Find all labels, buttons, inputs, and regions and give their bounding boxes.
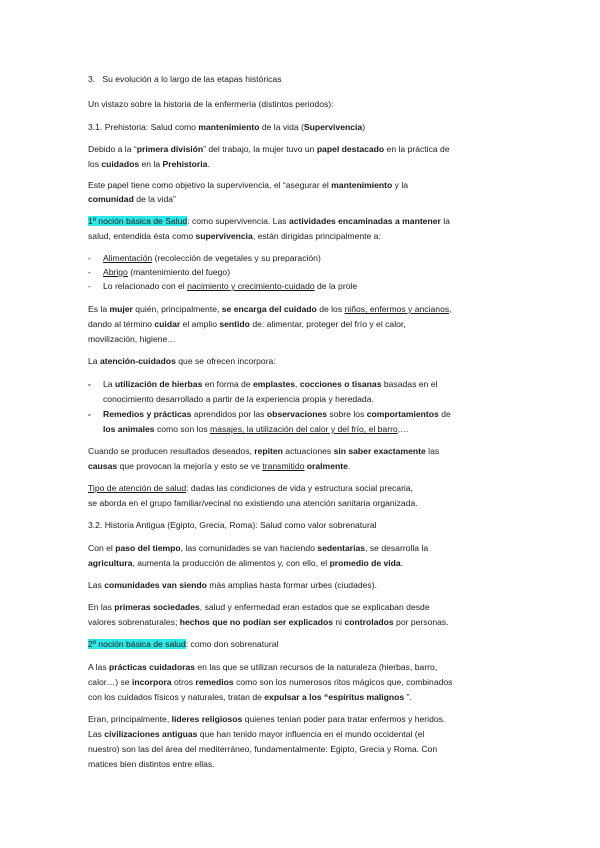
heading-text: Su evolución a lo largo de las etapas históricas xyxy=(102,74,282,84)
highlight-nocion-2: 2º noción básica de salud xyxy=(88,639,186,649)
section-heading xyxy=(88,72,510,87)
nocion-2-paragraph: 2º noción básica de salud: como don sobrenatural xyxy=(88,639,279,649)
subheading-3-2: 3.2. Historia Antigua (Egipto, Grecia, Roma): Salud como valor sobrenatural xyxy=(88,520,377,530)
intro-line: Un vistazo sobre la historia de la enfermería (distintos periodos): xyxy=(88,99,334,109)
highlight-nocion-1: 1º noción básica de Salud xyxy=(88,216,188,226)
paragraph-atencion-cuidados: La atención-cuidados que se ofrecen incorpora: xyxy=(88,356,276,366)
paragraph-comunidades: Las comunidades van siendo más amplias hasta formar urbes (ciudades). xyxy=(88,580,377,590)
heading-number: 3. xyxy=(88,74,96,84)
subheading-3-1: 3.1. Prehistoria: Salud como mantenimiento de la vida (Supervivencia) xyxy=(88,122,366,132)
